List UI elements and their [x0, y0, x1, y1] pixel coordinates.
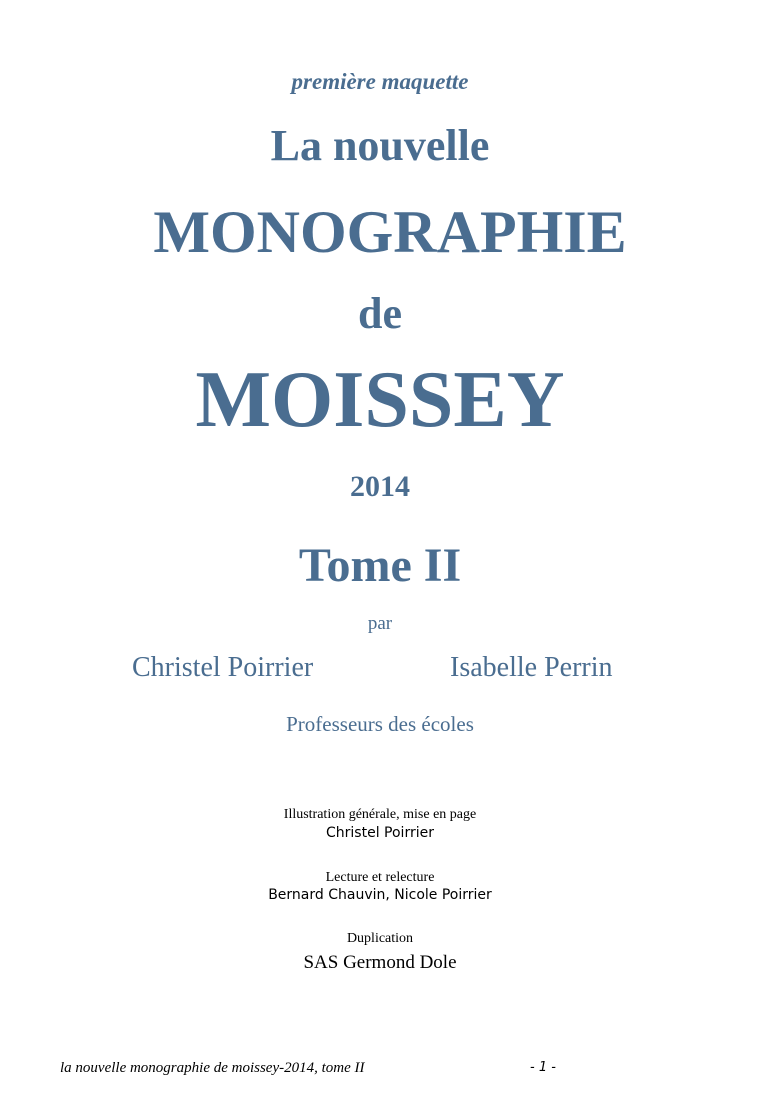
- footer-page-number: - 1 -: [530, 1060, 556, 1075]
- by-label: par: [367, 613, 393, 634]
- credit-value: SAS Germond Dole: [303, 952, 457, 973]
- credit-label: Lecture et relecture: [325, 870, 435, 885]
- credit-value: Christel Poirrier: [326, 825, 434, 841]
- credit-label: Duplication: [346, 931, 414, 946]
- credit-label: Illustration générale, mise en page: [283, 807, 477, 822]
- author-name: Isabelle Perrin: [450, 652, 613, 683]
- title-line-1: La nouvelle: [270, 121, 490, 170]
- volume-title: Tome II: [298, 539, 462, 592]
- footer-running-title: la nouvelle monographie de moissey-2014, tome II: [60, 1060, 365, 1076]
- title-line-4: MOISSEY: [195, 356, 565, 444]
- title-line-2: MONOGRAPHIE: [153, 199, 627, 265]
- authors-role: Professeurs des écoles: [286, 712, 474, 736]
- credit-value: Bernard Chauvin, Nicole Poirrier: [268, 887, 492, 903]
- publication-year: 2014: [350, 470, 410, 503]
- title-line-3: de: [358, 289, 402, 338]
- draft-subtitle: première maquette: [291, 69, 469, 94]
- author-name: Christel Poirrier: [132, 652, 314, 683]
